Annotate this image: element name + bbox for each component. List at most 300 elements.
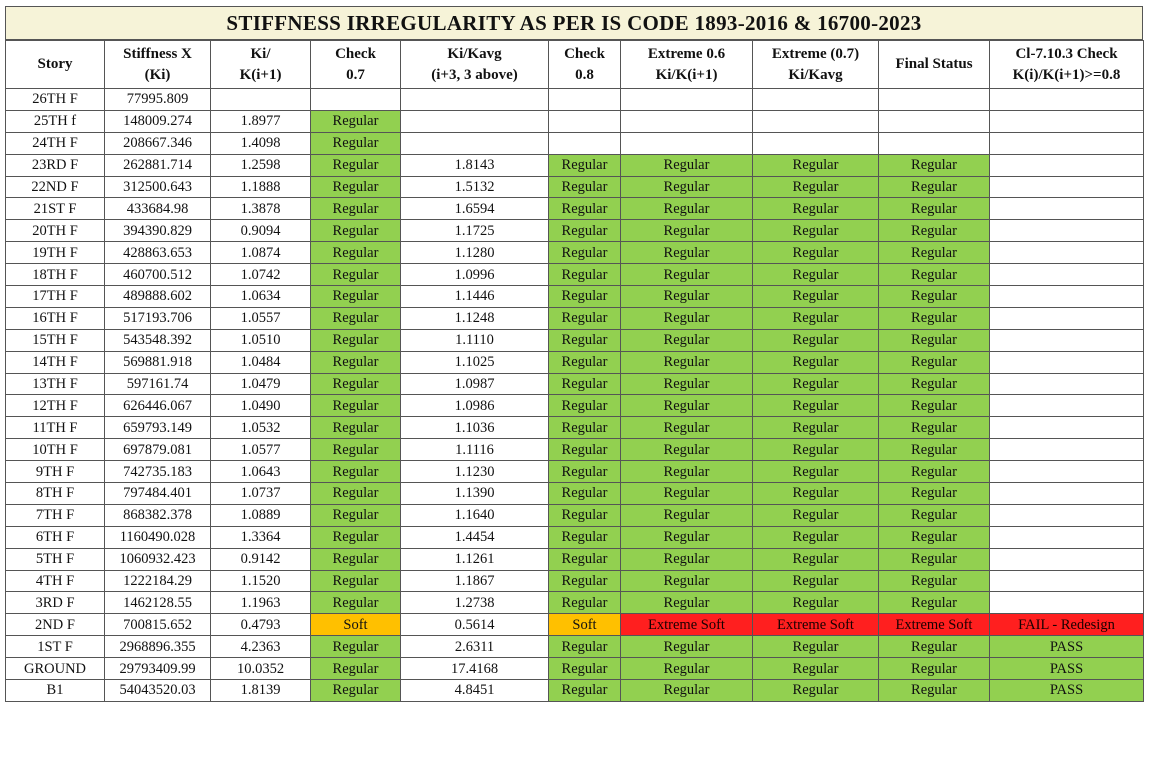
- cell-ki-kavg: 4.8451: [401, 680, 549, 702]
- table-row: [6, 680, 1144, 702]
- cell-ki-ratio: 1.2598: [211, 154, 311, 176]
- cell-cl-7-10-3-check: [990, 461, 1144, 483]
- cell-ki-kavg: 1.1390: [401, 483, 549, 505]
- cell-story: 7TH F: [6, 504, 105, 526]
- cell-check-07: Regular: [311, 198, 401, 220]
- cell-final-status: Regular: [879, 242, 990, 264]
- cell-extreme-07: Regular: [753, 461, 879, 483]
- cell-check-08: Regular: [549, 307, 621, 329]
- cell-cl-7-10-3-check: [990, 351, 1144, 373]
- cell-extreme-06: Regular: [621, 504, 753, 526]
- cell-extreme-06: Regular: [621, 548, 753, 570]
- table-row: [6, 220, 1144, 242]
- cell-ki-ratio: 1.0643: [211, 461, 311, 483]
- cell-stiffness-x: 262881.714: [105, 154, 211, 176]
- cell-check-07: Regular: [311, 658, 401, 680]
- table-row: [6, 614, 1144, 636]
- cell-ki-ratio: 0.9094: [211, 220, 311, 242]
- cell-check-08: Regular: [549, 636, 621, 658]
- cell-final-status: [879, 89, 990, 111]
- cell-final-status: Regular: [879, 461, 990, 483]
- cell-extreme-07: Regular: [753, 242, 879, 264]
- cell-stiffness-x: 626446.067: [105, 395, 211, 417]
- cell-extreme-07: Regular: [753, 592, 879, 614]
- cell-final-status: Regular: [879, 351, 990, 373]
- cell-extreme-06: Regular: [621, 483, 753, 505]
- cell-extreme-07: Regular: [753, 176, 879, 198]
- table-row: [6, 110, 1144, 132]
- header-ki-ratio-line: Ki/: [250, 45, 271, 62]
- cell-cl-7-10-3-check: [990, 548, 1144, 570]
- cell-cl-7-10-3-check: [990, 264, 1144, 286]
- cell-extreme-07: Regular: [753, 198, 879, 220]
- cell-final-status: Extreme Soft: [879, 614, 990, 636]
- cell-ki-ratio: 1.0742: [211, 264, 311, 286]
- cell-final-status: Regular: [879, 329, 990, 351]
- cell-ki-ratio: 1.1520: [211, 570, 311, 592]
- header-final-status-line: Final Status: [895, 56, 973, 72]
- cell-final-status: Regular: [879, 154, 990, 176]
- cell-ki-kavg: 1.1261: [401, 548, 549, 570]
- cell-ki-ratio: 1.3364: [211, 526, 311, 548]
- cell-extreme-06: Regular: [621, 329, 753, 351]
- cell-final-status: Regular: [879, 483, 990, 505]
- cell-final-status: Regular: [879, 307, 990, 329]
- cell-ki-kavg: 0.5614: [401, 614, 549, 636]
- cell-ki-ratio: 1.0874: [211, 242, 311, 264]
- cell-ki-ratio: 1.0510: [211, 329, 311, 351]
- cell-stiffness-x: 597161.74: [105, 373, 211, 395]
- cell-extreme-07: [753, 110, 879, 132]
- cell-stiffness-x: 489888.602: [105, 286, 211, 308]
- cell-story: 19TH F: [6, 242, 105, 264]
- cell-ki-ratio: 1.3878: [211, 198, 311, 220]
- cell-final-status: Regular: [879, 176, 990, 198]
- cell-check-08: [549, 89, 621, 111]
- cell-stiffness-x: 77995.809: [105, 89, 211, 111]
- cell-check-08: Regular: [549, 570, 621, 592]
- cell-final-status: Regular: [879, 636, 990, 658]
- cell-check-07: Regular: [311, 483, 401, 505]
- cell-check-08: Regular: [549, 176, 621, 198]
- cell-ki-kavg: 1.1867: [401, 570, 549, 592]
- cell-stiffness-x: 517193.706: [105, 307, 211, 329]
- cell-extreme-07: Regular: [753, 220, 879, 242]
- cell-extreme-06: Regular: [621, 680, 753, 702]
- table-row: [6, 286, 1144, 308]
- cell-stiffness-x: 1462128.55: [105, 592, 211, 614]
- cell-stiffness-x: 700815.652: [105, 614, 211, 636]
- cell-check-08: Regular: [549, 198, 621, 220]
- cell-stiffness-x: 868382.378: [105, 504, 211, 526]
- cell-cl-7-10-3-check: [990, 373, 1144, 395]
- cell-check-08: Regular: [549, 264, 621, 286]
- cell-ki-ratio: 1.8139: [211, 680, 311, 702]
- cell-stiffness-x: 697879.081: [105, 439, 211, 461]
- table-row: [6, 417, 1144, 439]
- cell-check-08: Regular: [549, 154, 621, 176]
- cell-check-07: Regular: [311, 154, 401, 176]
- cell-stiffness-x: 1060932.423: [105, 548, 211, 570]
- cell-check-08: Regular: [549, 395, 621, 417]
- cell-extreme-06: [621, 132, 753, 154]
- cell-check-07: Regular: [311, 504, 401, 526]
- stiffness-sheet: [5, 6, 1143, 702]
- header-extreme-06-line: Extreme 0.6: [647, 45, 726, 62]
- cell-story: 18TH F: [6, 264, 105, 286]
- cell-check-07: Regular: [311, 110, 401, 132]
- cell-stiffness-x: 569881.918: [105, 351, 211, 373]
- cell-story: 8TH F: [6, 483, 105, 505]
- header-check-08-line: Check: [564, 45, 605, 62]
- cell-check-07: Regular: [311, 548, 401, 570]
- header-row: [6, 41, 1144, 89]
- cell-cl-7-10-3-check: [990, 329, 1144, 351]
- cell-ki-kavg: 1.1025: [401, 351, 549, 373]
- cell-check-08: Regular: [549, 329, 621, 351]
- cell-extreme-06: Regular: [621, 461, 753, 483]
- cell-extreme-06: Regular: [621, 198, 753, 220]
- cell-check-07: Regular: [311, 242, 401, 264]
- cell-extreme-06: [621, 110, 753, 132]
- cell-check-07: Regular: [311, 176, 401, 198]
- cell-check-07: Regular: [311, 526, 401, 548]
- cell-ki-ratio: 1.1888: [211, 176, 311, 198]
- cell-extreme-07: Regular: [753, 395, 879, 417]
- header-story-line: Story: [37, 56, 73, 72]
- cell-extreme-06: Regular: [621, 636, 753, 658]
- cell-extreme-07: Regular: [753, 526, 879, 548]
- table-row: [6, 548, 1144, 570]
- cell-cl-7-10-3-check: [990, 286, 1144, 308]
- cell-extreme-06: Regular: [621, 373, 753, 395]
- table-row: [6, 329, 1144, 351]
- cell-story: 22ND F: [6, 176, 105, 198]
- cell-final-status: Regular: [879, 658, 990, 680]
- cell-cl-7-10-3-check: [990, 417, 1144, 439]
- cell-story: 13TH F: [6, 373, 105, 395]
- cell-ki-kavg: 1.0996: [401, 264, 549, 286]
- cell-check-08: Regular: [549, 373, 621, 395]
- table-row: [6, 439, 1144, 461]
- cell-extreme-06: [621, 89, 753, 111]
- table-row: [6, 176, 1144, 198]
- cell-cl-7-10-3-check: [990, 483, 1144, 505]
- cell-check-07: Regular: [311, 636, 401, 658]
- cell-ki-kavg: 1.4454: [401, 526, 549, 548]
- cell-final-status: Regular: [879, 373, 990, 395]
- header-ki-kavg-line: Ki/Kavg: [447, 45, 502, 62]
- cell-final-status: Regular: [879, 504, 990, 526]
- cell-extreme-07: Regular: [753, 483, 879, 505]
- header-ki-ratio: [211, 41, 311, 89]
- table-row: [6, 570, 1144, 592]
- cell-check-08: Regular: [549, 504, 621, 526]
- cell-ki-ratio: 1.0532: [211, 417, 311, 439]
- cell-story: 3RD F: [6, 592, 105, 614]
- cell-ki-ratio: [211, 89, 311, 111]
- cell-stiffness-x: 54043520.03: [105, 680, 211, 702]
- cell-stiffness-x: 208667.346: [105, 132, 211, 154]
- cell-final-status: Regular: [879, 439, 990, 461]
- header-cl-7-10-3-check-line: Cl-7.10.3 Check: [1015, 45, 1118, 62]
- cell-check-07: Regular: [311, 286, 401, 308]
- cell-check-08: [549, 132, 621, 154]
- cell-ki-kavg: 1.0987: [401, 373, 549, 395]
- cell-check-07: Regular: [311, 329, 401, 351]
- cell-extreme-06: Regular: [621, 351, 753, 373]
- cell-extreme-06: Regular: [621, 264, 753, 286]
- cell-ki-ratio: 10.0352: [211, 658, 311, 680]
- cell-story: 11TH F: [6, 417, 105, 439]
- cell-extreme-07: Regular: [753, 329, 879, 351]
- cell-extreme-07: Regular: [753, 680, 879, 702]
- cell-cl-7-10-3-check: [990, 570, 1144, 592]
- cell-stiffness-x: 543548.392: [105, 329, 211, 351]
- table-row: [6, 373, 1144, 395]
- table-row: [6, 461, 1144, 483]
- cell-extreme-07: Regular: [753, 570, 879, 592]
- table-row: [6, 504, 1144, 526]
- cell-ki-ratio: 0.4793: [211, 614, 311, 636]
- cell-cl-7-10-3-check: FAIL - Redesign: [990, 614, 1144, 636]
- cell-cl-7-10-3-check: [990, 110, 1144, 132]
- table-row: [6, 526, 1144, 548]
- header-extreme-07-line: Ki/Kavg: [788, 66, 843, 83]
- cell-story: 9TH F: [6, 461, 105, 483]
- table-row: [6, 636, 1144, 658]
- cell-stiffness-x: 312500.643: [105, 176, 211, 198]
- cell-stiffness-x: 1222184.29: [105, 570, 211, 592]
- cell-check-07: Regular: [311, 461, 401, 483]
- cell-ki-kavg: 1.6594: [401, 198, 549, 220]
- table-row: [6, 264, 1144, 286]
- cell-check-08: Regular: [549, 242, 621, 264]
- cell-story: 16TH F: [6, 307, 105, 329]
- cell-story: 21ST F: [6, 198, 105, 220]
- cell-extreme-06: Extreme Soft: [621, 614, 753, 636]
- cell-cl-7-10-3-check: [990, 154, 1144, 176]
- cell-check-08: Regular: [549, 286, 621, 308]
- cell-extreme-06: Regular: [621, 592, 753, 614]
- cell-check-07: Regular: [311, 592, 401, 614]
- cell-story: 23RD F: [6, 154, 105, 176]
- header-check-08-line: 0.8: [575, 66, 594, 83]
- cell-final-status: Regular: [879, 286, 990, 308]
- cell-ki-ratio: 4.2363: [211, 636, 311, 658]
- cell-ki-kavg: 1.8143: [401, 154, 549, 176]
- cell-stiffness-x: 148009.274: [105, 110, 211, 132]
- cell-story: 12TH F: [6, 395, 105, 417]
- cell-extreme-06: Regular: [621, 242, 753, 264]
- cell-stiffness-x: 742735.183: [105, 461, 211, 483]
- cell-extreme-06: Regular: [621, 286, 753, 308]
- header-story: [6, 41, 105, 89]
- cell-extreme-06: Regular: [621, 154, 753, 176]
- cell-ki-kavg: [401, 89, 549, 111]
- cell-cl-7-10-3-check: [990, 89, 1144, 111]
- cell-story: 14TH F: [6, 351, 105, 373]
- cell-extreme-07: Extreme Soft: [753, 614, 879, 636]
- sheet-title: STIFFNESS IRREGULARITY AS PER IS CODE 1893-2016 & 16700-2023: [5, 6, 1143, 40]
- table-row: [6, 395, 1144, 417]
- cell-extreme-07: Regular: [753, 351, 879, 373]
- cell-check-08: Regular: [549, 439, 621, 461]
- cell-check-07: Regular: [311, 570, 401, 592]
- cell-cl-7-10-3-check: [990, 504, 1144, 526]
- cell-check-07: Regular: [311, 264, 401, 286]
- cell-final-status: Regular: [879, 526, 990, 548]
- cell-check-08: Regular: [549, 592, 621, 614]
- cell-check-07: [311, 89, 401, 111]
- cell-check-08: Regular: [549, 526, 621, 548]
- cell-extreme-07: Regular: [753, 658, 879, 680]
- cell-check-08: Regular: [549, 220, 621, 242]
- header-stiffness-x-line: Stiffness X: [123, 45, 192, 62]
- cell-extreme-06: Regular: [621, 658, 753, 680]
- cell-check-08: Regular: [549, 417, 621, 439]
- cell-extreme-06: Regular: [621, 395, 753, 417]
- cell-cl-7-10-3-check: [990, 132, 1144, 154]
- cell-final-status: [879, 110, 990, 132]
- table-row: [6, 658, 1144, 680]
- cell-ki-kavg: 1.1280: [401, 242, 549, 264]
- cell-check-07: Soft: [311, 614, 401, 636]
- cell-ki-ratio: 1.4098: [211, 132, 311, 154]
- cell-check-07: Regular: [311, 307, 401, 329]
- cell-extreme-06: Regular: [621, 439, 753, 461]
- cell-extreme-07: Regular: [753, 636, 879, 658]
- cell-cl-7-10-3-check: PASS: [990, 658, 1144, 680]
- cell-final-status: Regular: [879, 680, 990, 702]
- cell-stiffness-x: 29793409.99: [105, 658, 211, 680]
- cell-ki-ratio: 0.9142: [211, 548, 311, 570]
- cell-cl-7-10-3-check: [990, 439, 1144, 461]
- cell-extreme-07: Regular: [753, 548, 879, 570]
- cell-ki-ratio: 1.0490: [211, 395, 311, 417]
- cell-ki-ratio: 1.0557: [211, 307, 311, 329]
- cell-stiffness-x: 1160490.028: [105, 526, 211, 548]
- header-cl-7-10-3-check: [990, 41, 1144, 89]
- cell-final-status: [879, 132, 990, 154]
- header-stiffness-x: [105, 41, 211, 89]
- cell-final-status: Regular: [879, 417, 990, 439]
- cell-story: 6TH F: [6, 526, 105, 548]
- cell-story: 26TH F: [6, 89, 105, 111]
- cell-cl-7-10-3-check: [990, 242, 1144, 264]
- cell-ki-kavg: 1.1446: [401, 286, 549, 308]
- header-cl-7-10-3-check-line: K(i)/K(i+1)>=0.8: [1012, 66, 1121, 83]
- cell-extreme-07: [753, 89, 879, 111]
- cell-ki-kavg: 1.1230: [401, 461, 549, 483]
- header-check-07: [311, 41, 401, 89]
- cell-extreme-07: Regular: [753, 264, 879, 286]
- header-extreme-06: [621, 41, 753, 89]
- cell-story: 5TH F: [6, 548, 105, 570]
- cell-stiffness-x: 460700.512: [105, 264, 211, 286]
- cell-cl-7-10-3-check: [990, 198, 1144, 220]
- cell-story: 1ST F: [6, 636, 105, 658]
- cell-stiffness-x: 659793.149: [105, 417, 211, 439]
- cell-ki-kavg: 1.5132: [401, 176, 549, 198]
- header-check-07-line: 0.7: [346, 66, 365, 83]
- header-ki-kavg: [401, 41, 549, 89]
- cell-ki-kavg: [401, 110, 549, 132]
- cell-cl-7-10-3-check: [990, 176, 1144, 198]
- cell-cl-7-10-3-check: PASS: [990, 636, 1144, 658]
- cell-ki-kavg: 17.4168: [401, 658, 549, 680]
- cell-cl-7-10-3-check: [990, 220, 1144, 242]
- cell-check-07: Regular: [311, 132, 401, 154]
- cell-extreme-07: Regular: [753, 307, 879, 329]
- cell-extreme-06: Regular: [621, 220, 753, 242]
- cell-ki-kavg: 1.1036: [401, 417, 549, 439]
- header-ki-ratio-line: K(i+1): [239, 66, 282, 83]
- cell-check-07: Regular: [311, 351, 401, 373]
- cell-final-status: Regular: [879, 395, 990, 417]
- header-final-status: [879, 41, 990, 89]
- cell-extreme-07: Regular: [753, 286, 879, 308]
- cell-check-08: [549, 110, 621, 132]
- cell-ki-kavg: 1.1640: [401, 504, 549, 526]
- cell-check-07: Regular: [311, 417, 401, 439]
- header-extreme-07: [753, 41, 879, 89]
- cell-extreme-06: Regular: [621, 417, 753, 439]
- cell-extreme-07: [753, 132, 879, 154]
- cell-final-status: Regular: [879, 220, 990, 242]
- cell-ki-kavg: 1.1248: [401, 307, 549, 329]
- table-row: [6, 154, 1144, 176]
- cell-stiffness-x: 797484.401: [105, 483, 211, 505]
- cell-story: 15TH F: [6, 329, 105, 351]
- stiffness-table: [5, 40, 1144, 702]
- cell-ki-kavg: [401, 132, 549, 154]
- cell-extreme-06: Regular: [621, 570, 753, 592]
- header-extreme-07-line: Extreme (0.7): [771, 45, 860, 62]
- table-row: [6, 242, 1144, 264]
- cell-cl-7-10-3-check: [990, 307, 1144, 329]
- cell-check-07: Regular: [311, 680, 401, 702]
- header-stiffness-x-line: (Ki): [144, 66, 171, 83]
- cell-ki-kavg: 2.6311: [401, 636, 549, 658]
- cell-ki-kavg: 1.1116: [401, 439, 549, 461]
- cell-cl-7-10-3-check: [990, 592, 1144, 614]
- cell-extreme-07: Regular: [753, 439, 879, 461]
- cell-cl-7-10-3-check: PASS: [990, 680, 1144, 702]
- cell-check-08: Regular: [549, 351, 621, 373]
- table-row: [6, 89, 1144, 111]
- cell-ki-kavg: 1.2738: [401, 592, 549, 614]
- table-body: [6, 89, 1144, 702]
- table-row: [6, 483, 1144, 505]
- cell-story: 10TH F: [6, 439, 105, 461]
- cell-story: 4TH F: [6, 570, 105, 592]
- cell-check-08: Regular: [549, 548, 621, 570]
- cell-extreme-07: Regular: [753, 373, 879, 395]
- cell-story: 20TH F: [6, 220, 105, 242]
- cell-check-08: Regular: [549, 461, 621, 483]
- cell-extreme-06: Regular: [621, 526, 753, 548]
- cell-ki-ratio: 1.0737: [211, 483, 311, 505]
- header-check-07-line: Check: [335, 45, 376, 62]
- cell-extreme-06: Regular: [621, 307, 753, 329]
- table-row: [6, 132, 1144, 154]
- header-extreme-06-line: Ki/K(i+1): [655, 66, 718, 83]
- cell-check-08: Soft: [549, 614, 621, 636]
- cell-extreme-07: Regular: [753, 154, 879, 176]
- cell-check-07: Regular: [311, 395, 401, 417]
- cell-extreme-07: Regular: [753, 504, 879, 526]
